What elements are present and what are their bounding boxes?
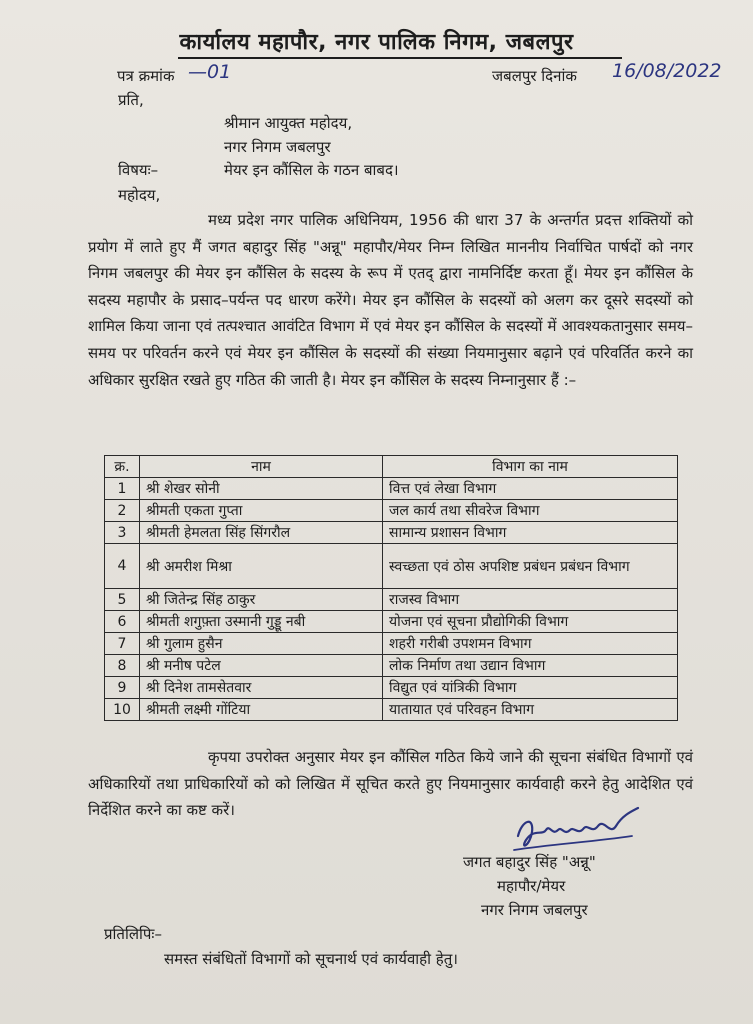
row-name: श्री मनीष पटेल bbox=[140, 655, 383, 677]
signatory-designation: महापौर/मेयर bbox=[497, 877, 566, 895]
body-paragraph: मध्य प्रदेश नगर पालिक अधिनियम, 1956 की धारा 37 के अन्तर्गत प्रदत्त शक्तियों को प्रयोग में लाते हुए मैं जगत बहादुर सिंह "अन्नू" महापौर/मेयर निम्न लिखित माननीय निर्वाचित पार्षदों को नगर निगम जबलपुर की मेयर इन कौंसिल के सदस्य के रूप में एतद् द्वारा नामनिर्दिष्ट करता हूँ। मेयर इन कौंसिल के सदस्य महापौर के प्रसाद–पर्यन्त पद धारण करेंगे। मेयर इन कौंसिल के सदस्यों को अलग कर दूसरे सदस्यों को शामिल किया जाना एवं तत्पश्चात आवंटित विभाग में एवं मेयर इन कौंसिल के सदस्यों में आवश्यकतानुसार समय–समय पर परिवर्तन करने एवं मेयर इन कौंसिल के सदस्यों की संख्या नियमानुसार बढ़ाने एवं परिवर्तित करने का अधिकार सुरक्षित रखते हुए गठित की जाती है। मेयर इन कौंसिल के सदस्य निम्नानुसार हैं :– bbox=[88, 211, 693, 389]
row-sr: 6 bbox=[105, 611, 140, 633]
row-dept: वित्त एवं लेखा विभाग bbox=[383, 478, 678, 500]
table-row bbox=[105, 611, 678, 633]
table-row bbox=[105, 633, 678, 655]
signatory-name: जगत बहादुर सिंह "अन्नू" bbox=[463, 853, 596, 871]
table-row bbox=[105, 655, 678, 677]
header-sr: क्र. bbox=[105, 456, 140, 478]
row-sr: 5 bbox=[105, 589, 140, 611]
closing-paragraph: कृपया उपरोक्त अनुसार मेयर इन कौंसिल गठित किये जाने की सूचना संबंधित विभागों एवं अधिकारियों तथा प्राधिकारियों को को लिखित में सूचित करते हुए नियमानुसार कार्यवाही करने हेतु आदेशित एवं निर्देशित करने का कष्ट करें। bbox=[88, 748, 693, 820]
row-sr: 7 bbox=[105, 633, 140, 655]
recipient-line-2: नगर निगम जबलपुर bbox=[224, 138, 331, 156]
row-dept: सामान्य प्रशासन विभाग bbox=[383, 522, 678, 544]
row-dept: स्वच्छता एवं ठोस अपशिष्ट प्रबंधन प्रबंधन विभाग bbox=[383, 544, 678, 589]
row-dept: राजस्व विभाग bbox=[383, 589, 678, 611]
row-name: श्री जितेन्द्र सिंह ठाकुर bbox=[140, 589, 383, 611]
header-name: नाम bbox=[140, 456, 383, 478]
row-dept: यातायात एवं परिवहन विभाग bbox=[383, 699, 678, 721]
subject-text: मेयर इन कौंसिल के गठन बाबद। bbox=[224, 161, 399, 179]
signatory-office: नगर निगम जबलपुर bbox=[481, 901, 588, 919]
table-header-row bbox=[105, 456, 678, 478]
table-row bbox=[105, 699, 678, 721]
to-label: प्रति, bbox=[118, 91, 144, 109]
letterhead-title: कार्यालय महापौर, नगर पालिक निगम, जबलपुर bbox=[179, 30, 574, 55]
row-dept: जल कार्य तथा सीवरेज विभाग bbox=[383, 500, 678, 522]
ref-label: पत्र क्रमांक bbox=[117, 67, 175, 85]
table-row bbox=[105, 500, 678, 522]
header-dept: विभाग का नाम bbox=[383, 456, 678, 478]
table-row bbox=[105, 478, 678, 500]
row-sr: 9 bbox=[105, 677, 140, 699]
row-dept: लोक निर्माण तथा उद्यान विभाग bbox=[383, 655, 678, 677]
table-row bbox=[105, 544, 678, 589]
ref-number: —01 bbox=[188, 61, 232, 83]
subject-label: विषयः– bbox=[118, 161, 159, 179]
members-table bbox=[104, 455, 678, 721]
copy-label: प्रतिलिपिः– bbox=[104, 925, 162, 943]
row-name: श्रीमती शगुफ़्ता उस्मानी गुड्डू नबी bbox=[140, 611, 383, 633]
row-sr: 3 bbox=[105, 522, 140, 544]
row-name: श्री अमरीश मिश्रा bbox=[140, 544, 383, 589]
row-dept: विद्युत एवं यांत्रिकी विभाग bbox=[383, 677, 678, 699]
row-sr: 4 bbox=[105, 544, 140, 589]
copy-text: समस्त संबंधितों विभागों को सूचनार्थ एवं कार्यवाही हेतु। bbox=[164, 950, 458, 968]
row-name: श्री दिनेश तामसेतवार bbox=[140, 677, 383, 699]
title-underline bbox=[178, 57, 622, 59]
table-row bbox=[105, 677, 678, 699]
place-date-label: जबलपुर दिनांक bbox=[492, 67, 577, 85]
row-name: श्री शेखर सोनी bbox=[140, 478, 383, 500]
table-row bbox=[105, 589, 678, 611]
recipient-line-1: श्रीमान आयुक्त महोदय, bbox=[224, 114, 353, 132]
table-row bbox=[105, 522, 678, 544]
row-sr: 10 bbox=[105, 699, 140, 721]
row-dept: योजना एवं सूचना प्रौद्योगिकी विभाग bbox=[383, 611, 678, 633]
letter-date: 16/08/2022 bbox=[612, 60, 722, 82]
salutation: महोदय, bbox=[118, 186, 161, 204]
row-dept: शहरी गरीबी उपशमन विभाग bbox=[383, 633, 678, 655]
row-name: श्रीमती एकता गुप्ता bbox=[140, 500, 383, 522]
row-name: श्रीमती हेमलता सिंह सिंगरौल bbox=[140, 522, 383, 544]
row-sr: 2 bbox=[105, 500, 140, 522]
row-name: श्री गुलाम हुसैन bbox=[140, 633, 383, 655]
row-name: श्रीमती लक्ष्मी गोंटिया bbox=[140, 699, 383, 721]
row-sr: 1 bbox=[105, 478, 140, 500]
row-sr: 8 bbox=[105, 655, 140, 677]
